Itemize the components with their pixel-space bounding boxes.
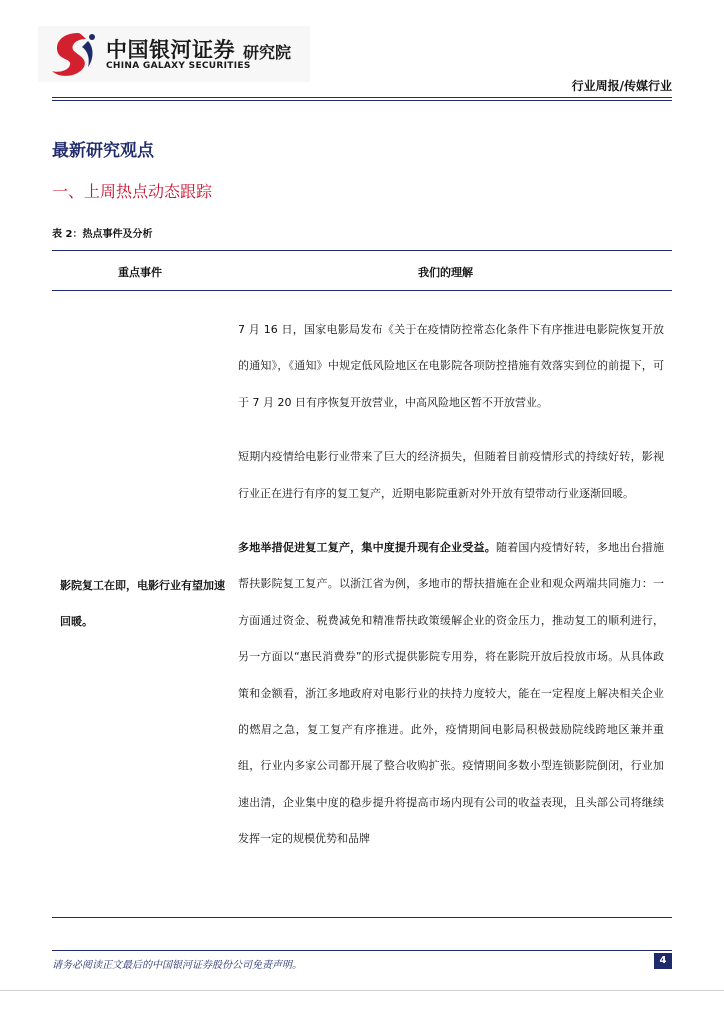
page-edge-rule — [0, 990, 724, 991]
table-bottom-rule — [52, 917, 672, 918]
analysis-paragraph-3-lead: 多地举措促进复工复产，集中度提升现有企业受益。 — [238, 541, 496, 555]
section-title: 最新研究观点 — [52, 141, 154, 161]
table-header-event: 重点事件 — [118, 266, 162, 279]
header-divider-secondary — [52, 100, 672, 101]
logo-name-en: CHINA GALAXY SECURITIES — [106, 61, 251, 71]
logo-name-cn: 中国银河证券 — [106, 38, 235, 62]
analysis-paragraph-1: 7 月 16 日，国家电影局发布《关于在疫情防控常态化条件下有序推进电影院恢复开放的通知》，《通知》中规定低风险地区在电影院各项防控措施有效落实到位的前提下，可于 7 月 20 日有序恢复开放营业，中高风险地区暂不开放营业。 — [238, 323, 664, 409]
key-event-cell: 影院复工在即，电影行业有望加速回暖。 — [60, 579, 225, 628]
subsection-title: 一、上周热点动态跟踪 — [52, 182, 213, 201]
table-header-analysis: 我们的理解 — [418, 266, 473, 279]
analysis-paragraph-3-body: 随着国内疫情好转，多地出台措施帮扶影院复工复产。以浙江省为例，多地市的帮扶措施在企业和观众两端共同施力：一方面通过资金、税费减免和精准帮扶政策缓解企业的资金压力，推动复工的顺利进行，另一方面以“惠民消费券”的形式提供影院专用券，将在影院开放后投放市场。从具体政策和金额看，浙江多地政府对电影行业的扶持力度较大，能在一定程度上解决相关企业的燃眉之急，复工复产有序推进。此外，疫情期间电影局积极鼓励院线跨地区兼并重组，行业内多家公司都开展了整合收购扩张。疫情期间多数小型连锁影院倒闭，行业加速出清，企业集中度的稳步提升将提高市场内现有公司的收益表现，且头部公司将继续发挥一定的规模优势和品牌 — [238, 541, 665, 846]
logo-institute: 研究院 — [243, 43, 292, 62]
footer-divider — [52, 950, 672, 951]
page-number: 4 — [654, 953, 672, 969]
report-category: 行业周报/传媒行业 — [571, 79, 672, 93]
footer-disclaimer: 请务必阅读正文最后的中国银河证券股份公司免责声明。 — [52, 960, 302, 971]
galaxy-logo-icon — [48, 29, 98, 79]
table-caption: 表 2：热点事件及分析 — [52, 229, 153, 240]
table-header-rule — [52, 290, 672, 291]
company-logo — [38, 26, 310, 82]
header-divider — [52, 97, 672, 98]
analysis-cell — [238, 312, 664, 858]
table-top-rule — [52, 250, 672, 251]
analysis-paragraph-3 — [238, 530, 664, 858]
analysis-paragraph-2: 短期内疫情给电影行业带来了巨大的经济损失，但随着目前疫情形式的持续好转，影视行业正在进行有序的复工复产，近期电影院重新对外开放有望带动行业逐渐回暖。 — [238, 450, 664, 500]
